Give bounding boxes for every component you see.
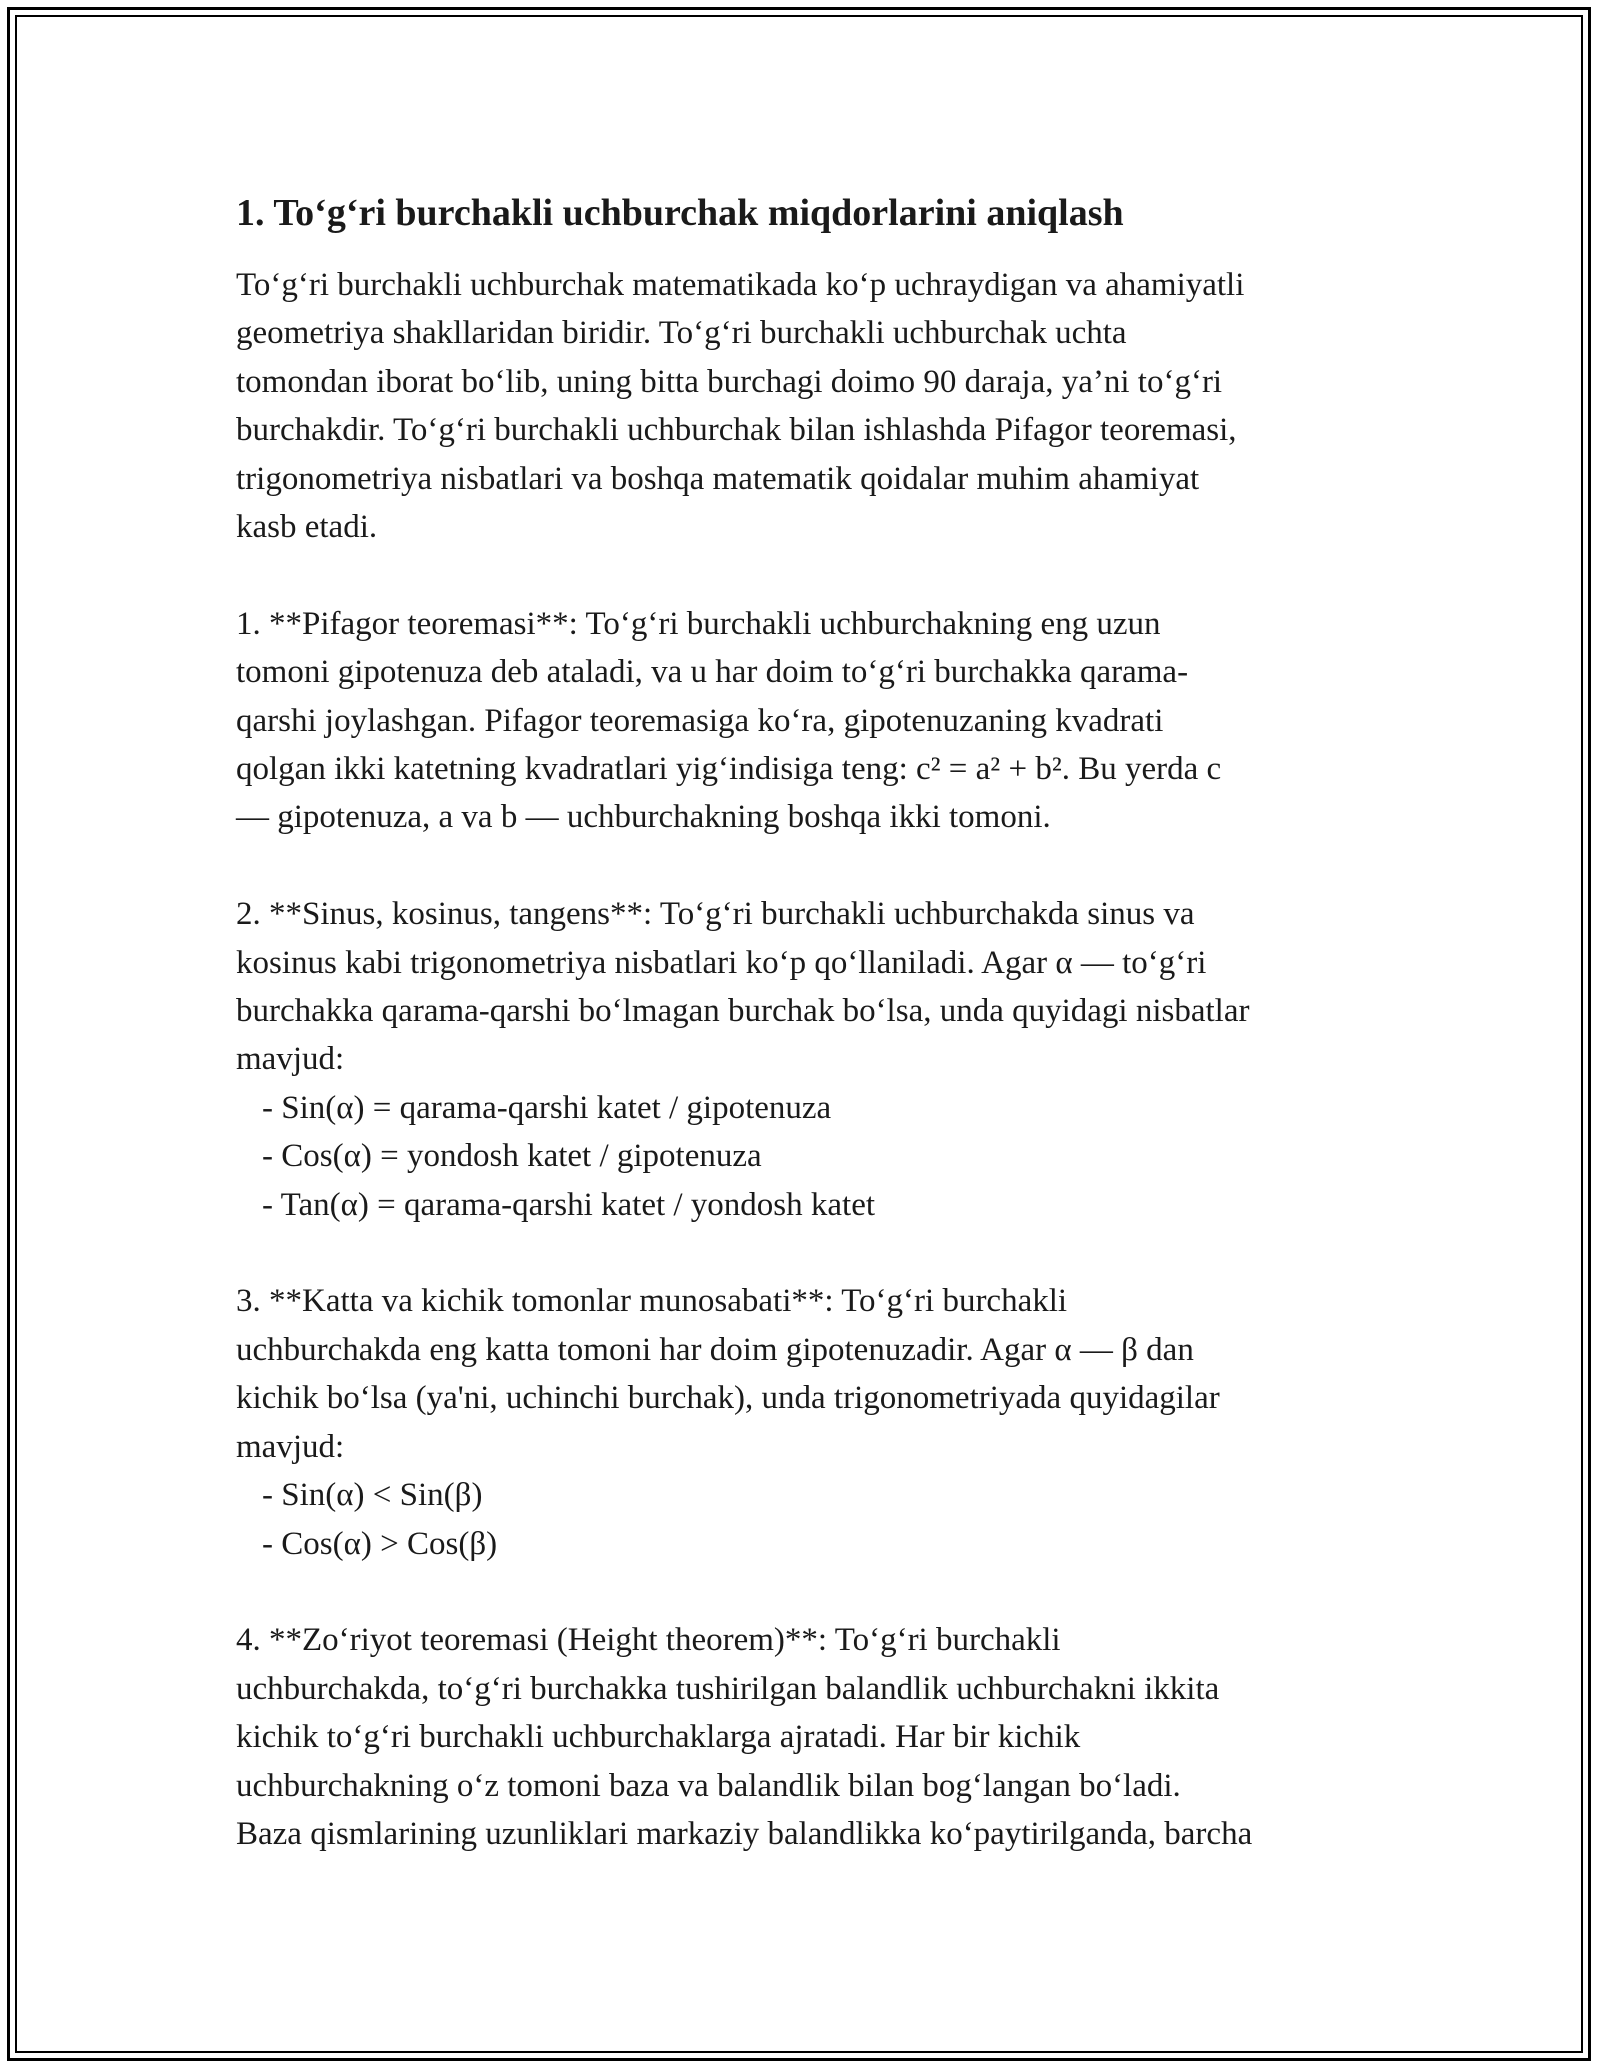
- text-line: uchburchakda eng katta tomoni har doim gipotenuzadir. Agar α — β dan: [236, 1331, 1194, 1368]
- list-item-line: - Tan(α) = qarama-qarshi katet / yondosh katet: [262, 1186, 876, 1223]
- blank-line: [236, 551, 1386, 599]
- text-line: tomoni gipotenuza deb ataladi, va u har doim to‘g‘ri burchakka qarama-: [236, 654, 1189, 691]
- text-line: burchakka qarama-qarshi bo‘lmagan burchak bo‘lsa, unda quyidagi nisbatlar: [236, 993, 1250, 1030]
- document-body: [236, 185, 1386, 1858]
- text-line: — gipotenuza, a va b — uchburchakning boshqa ikki tomoni.: [236, 799, 1051, 836]
- text-line: qarshi joylashgan. Pifagor teoremasiga ko‘ra, gipotenuzaning kvadrati: [236, 702, 1164, 739]
- blank-line: [236, 842, 1386, 890]
- blank-line: [236, 1568, 1386, 1616]
- text-line: kichik to‘g‘ri burchakli uchburchaklarga ajratadi. Har bir kichik: [236, 1719, 1081, 1756]
- text-line: To‘g‘ri burchakli uchburchak matematikada ko‘p uchraydigan va ahamiyatli: [236, 267, 1245, 303]
- text-line: 3. **Katta va kichik tomonlar munosabati**: To‘g‘ri burchakli: [236, 1283, 1068, 1320]
- text-line: mavjud:: [236, 1428, 345, 1465]
- text-line: 1. **Pifagor teoremasi**: To‘g‘ri burchakli uchburchakning eng uzun: [236, 605, 1161, 642]
- blank-line: [236, 1229, 1386, 1277]
- text-line: uchburchakning o‘z tomoni baza va balandlik bilan bog‘langan bo‘ladi.: [236, 1767, 1181, 1804]
- list-item-line: - Sin(α) = qarama-qarshi katet / gipotenuza: [262, 1089, 832, 1126]
- list-item-line: - Cos(α) = yondosh katet / gipotenuza: [262, 1138, 762, 1175]
- document-title: 1. To‘g‘ri burchakli uchburchak miqdorlarini aniqlash: [236, 192, 1124, 234]
- text-line: burchakdir. To‘g‘ri burchakli uchburchak bilan ishlashda Pifagor teoremasi,: [236, 412, 1237, 449]
- text-line: mavjud:: [236, 1041, 345, 1078]
- text-line: 4. **Zo‘riyot teoremasi (Height theorem)**: To‘g‘ri burchakli: [236, 1622, 1061, 1659]
- list-item-line: - Cos(α) > Cos(β): [262, 1525, 498, 1562]
- text-line: geometriya shakllaridan biridir. To‘g‘ri burchakli uchburchak uchta: [236, 315, 1127, 352]
- text-line: Baza qismlarining uzunliklari markaziy balandlikka ko‘paytirilganda, barcha: [236, 1815, 1253, 1852]
- text-line: qolgan ikki katetning kvadratlari yig‘indisiga teng: c² = a² + b². Bu yerda c: [236, 751, 1222, 788]
- text-line: uchburchakda, to‘g‘ri burchakka tushirilgan balandlik uchburchakni ikkita: [236, 1670, 1220, 1707]
- text-line: tomondan iborat bo‘lib, uning bitta burchagi doimo 90 daraja, ya’ni to‘g‘ri: [236, 363, 1223, 400]
- text-line: kichik bo‘lsa (ya'ni, uchinchi burchak), unda trigonometriyada quyidagilar: [236, 1380, 1220, 1417]
- text-line: 2. **Sinus, kosinus, tangens**: To‘g‘ri burchakli uchburchakda sinus va: [236, 896, 1195, 933]
- document-text: [236, 261, 1386, 1858]
- text-line: kosinus kabi trigonometriya nisbatlari ko‘p qo‘llaniladi. Agar α — to‘g‘ri: [236, 944, 1207, 981]
- text-line: kasb etadi.: [236, 509, 378, 546]
- text-line: trigonometriya nisbatlari va boshqa matematik qoidalar muhim ahamiyat: [236, 460, 1200, 497]
- list-item-line: - Sin(α) < Sin(β): [262, 1477, 483, 1514]
